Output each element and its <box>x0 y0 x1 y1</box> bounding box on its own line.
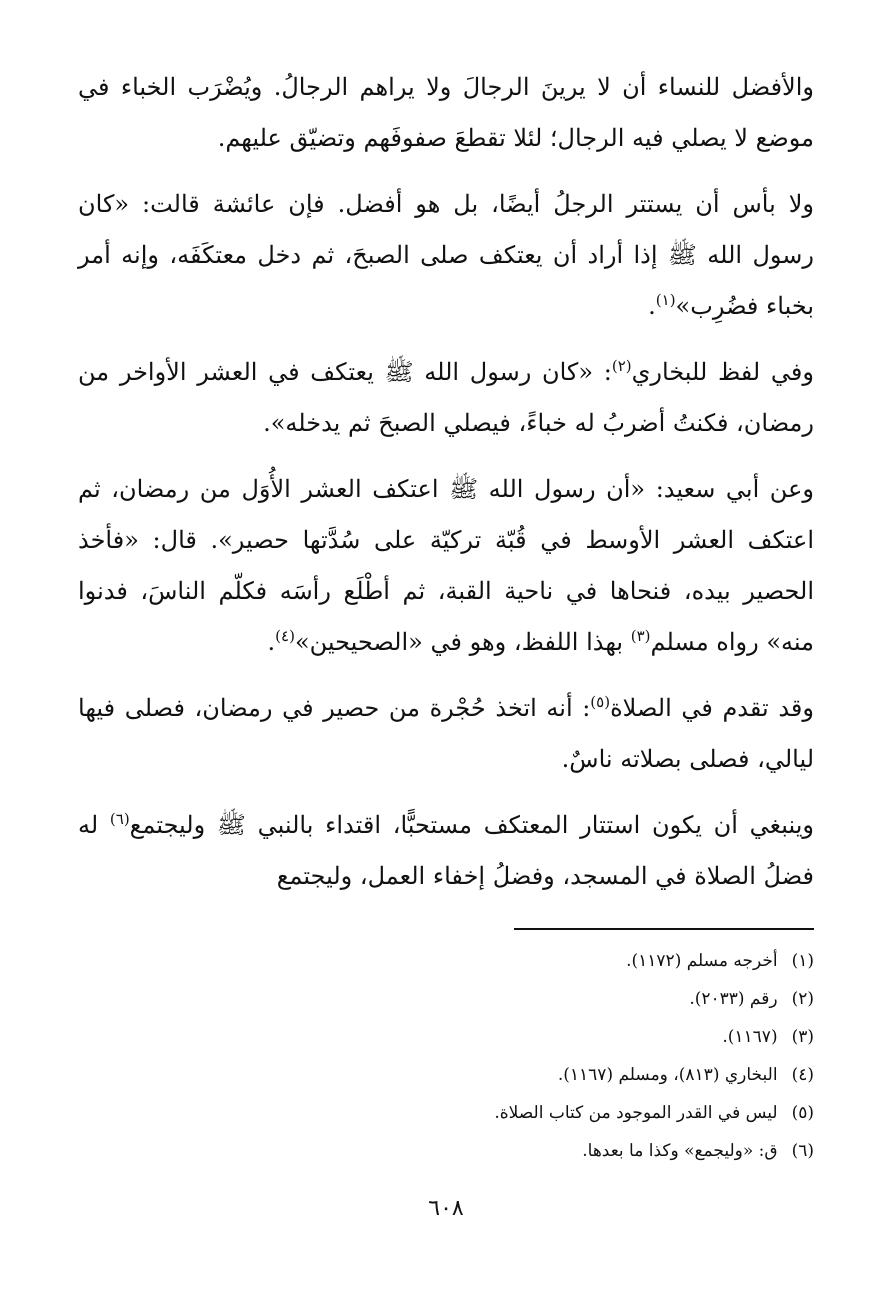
footnote-text: البخاري (٨١٣)، ومسلم (١١٦٧). <box>557 1065 778 1085</box>
footnote-divider <box>514 928 814 930</box>
paragraph-lead: وفي لفظ للبخاري <box>631 358 814 386</box>
footnote-number: (١) <box>791 951 814 971</box>
footnote-number: (٣) <box>791 1027 814 1047</box>
paragraph-lead: وقد تقدم في الصلاة <box>610 694 814 722</box>
paragraph-lead: وينبغي أن يكون استتار المعتكف مستحبًّا، اقتداء بالنبي ﷺ وليجتمع <box>129 811 815 839</box>
footnote-text: أخرجه مسلم (١١٧٢). <box>626 951 778 971</box>
footnote-ref[interactable]: (٤) <box>275 627 295 645</box>
main-text <box>78 62 814 902</box>
footnotes-list <box>78 942 814 1170</box>
footnote-number: (٦) <box>791 1141 814 1161</box>
footnote-ref[interactable]: (١) <box>655 291 676 309</box>
page-number: ٦٠٨ <box>428 1196 464 1221</box>
footnote-text: ليس في القدر الموجود من كتاب الصلاة. <box>494 1103 778 1123</box>
paragraph-lead: وعن أبي سعيد: «أن رسول الله ﷺ اعتكف العشر الأُوَل من رمضان، ثم اعتكف العشر الأوسط في قُبّة تركيّة على سُدَّتها حصير». قال: «فأخذ الحصير بيده، فنحاها في ناحية القبة، ثم أطْلَع رأسَه فكلّم الناسَ، فدنوا منه» رواه مسلم <box>78 475 814 656</box>
footnote-ref[interactable]: (٥) <box>590 693 611 711</box>
footnote-ref[interactable]: (٣) <box>630 627 651 645</box>
footnote-text: (١١٦٧). <box>722 1027 778 1047</box>
footnote-item <box>78 1132 814 1170</box>
paragraph-text: والأفضل للنساء أن لا يرينَ الرجالَ ولا يراهم الرجالُ. ويُضْرَب الخباء في موضع لا يصلي فيه الرجال؛ لئلا تقطعَ صفوفَهم وتضيّق عليهم. <box>78 73 814 152</box>
footnote-item <box>78 1018 814 1056</box>
paragraph-tail: . <box>267 628 276 656</box>
footnote-item <box>78 980 814 1018</box>
paragraph-text: : أنه اتخذ حُجْرة من حصير في رمضان، فصلى فيها ليالي، فصلى بصلاته ناسٌ. <box>78 694 814 773</box>
footnote-number: (٥) <box>791 1103 814 1123</box>
paragraph-2 <box>78 179 814 332</box>
footnote-ref[interactable]: (٢) <box>611 357 632 375</box>
paragraph-5 <box>78 683 814 785</box>
paragraph-text: : «كان رسول الله ﷺ يعتكف في العشر الأواخر من رمضان، فكنتُ أضربُ له خباءً، فيصلي الصبحَ ثم يدخله». <box>78 358 814 437</box>
footnote-item <box>78 1056 814 1094</box>
footnote-number: (٤) <box>791 1065 814 1085</box>
paragraph-middle: بهذا اللفظ، وهو في «الصحيحين» <box>294 628 631 656</box>
paragraph-4 <box>78 464 814 668</box>
footnote-item <box>78 1094 814 1132</box>
footnote-text: رقم (٢٠٣٣). <box>689 989 778 1009</box>
paragraph-text: له فضلُ الصلاة في المسجد، وفضلُ إخفاء العمل، وليجتمع <box>78 811 814 890</box>
paragraph-text: ولا بأس أن يستتر الرجلُ أيضًا، بل هو أفضل. فإن عائشة قالت: «كان رسول الله ﷺ إذا أراد أن يعتكف صلى الصبحَ، ثم دخل معتكَفَه، وإنه أمر بخباء فضُرِب» <box>78 190 814 320</box>
footnote-item <box>78 942 814 980</box>
paragraph-3 <box>78 347 814 449</box>
paragraph-1 <box>78 62 814 164</box>
footnote-text: ق: «وليجمع» وكذا ما بعدها. <box>582 1141 778 1161</box>
footnote-ref[interactable]: (٦) <box>109 810 130 828</box>
paragraph-6 <box>78 800 814 902</box>
footnote-number: (٢) <box>791 989 814 1009</box>
paragraph-tail: . <box>648 292 656 320</box>
